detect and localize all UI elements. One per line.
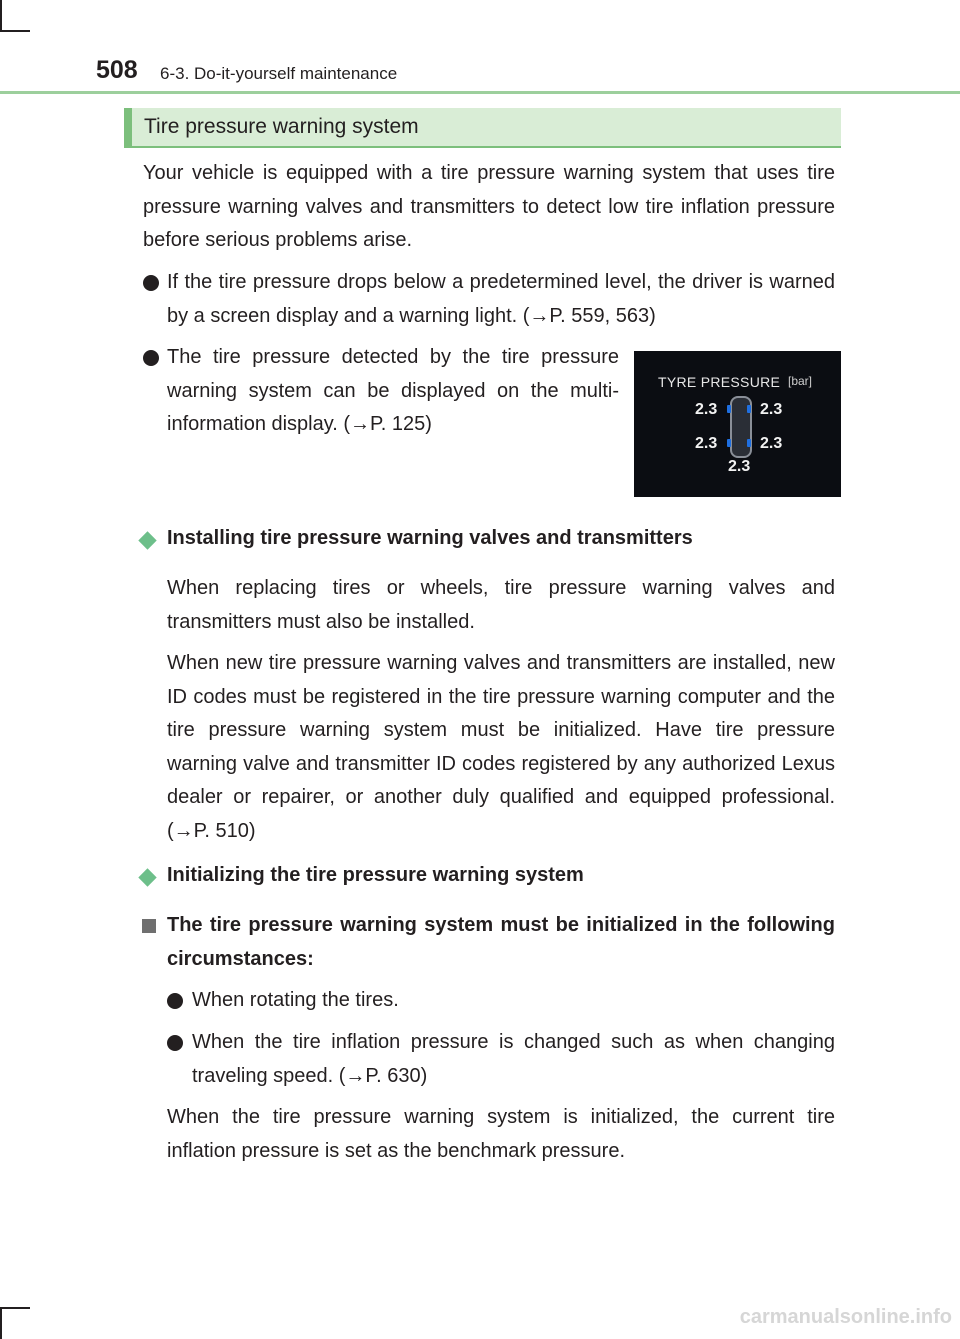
front-right-pressure: 2.3	[760, 401, 783, 418]
tire-indicator-icon	[727, 439, 731, 447]
rear-left-pressure: 2.3	[695, 435, 718, 452]
display-title: TYRE PRESSURE	[658, 374, 781, 390]
tire-pressure-display-image	[634, 351, 841, 497]
tire-indicator-icon	[747, 439, 751, 447]
initializing-subheading: The tire pressure warning system must be initialized in the following circumstances:	[167, 914, 835, 970]
circumstance-item: When the tire inflation pressure is changed such as when changing traveling speed. (→P. 630)	[192, 1031, 835, 1087]
installing-heading: Installing tire pressure warning valves and transmitters	[167, 527, 693, 549]
tire-indicator-icon	[747, 405, 751, 413]
crop-mark	[0, 0, 2, 30]
display-unit: [bar]	[788, 374, 813, 388]
bullet-item: If the tire pressure drops below a predetermined level, the driver is warned by a screen display and a warning light. (→P. 559, 563)	[167, 271, 835, 327]
bullet-item: The tire pressure detected by the tire pressure warning system can be displayed on the multi-information display. (→P. 125)	[167, 346, 619, 435]
section-heading-text: Tire pressure warning system	[144, 115, 419, 138]
diamond-icon	[138, 868, 156, 886]
initializing-heading: Initializing the tire pressure warning system	[167, 864, 584, 886]
diamond-icon	[138, 531, 156, 549]
crop-mark	[0, 1307, 2, 1339]
initializing-note: When the tire pressure warning system is initialized, the current tire inflation pressure is set as the benchmark pressure.	[167, 1106, 835, 1162]
rear-right-pressure: 2.3	[760, 435, 783, 452]
installing-paragraph-1: When replacing tires or wheels, tire pressure warning valves and transmitters must also be installed.	[167, 577, 835, 633]
tire-indicator-icon	[727, 405, 731, 413]
bullet-icon	[167, 1035, 183, 1051]
page-number: 508	[96, 56, 138, 84]
page-header	[96, 56, 956, 92]
spare-pressure: 2.3	[728, 458, 751, 475]
installing-paragraph-2: When new tire pressure warning valves and transmitters are installed, new ID codes must be registered in the tire pressure warning computer and the tire pressure warning system must be initialized. Have tire pressure warning valve and transmitter ID codes registered by any authorized Lexus dealer or repairer, or another duly qualified and equipped professional. (→P. 510)	[167, 652, 835, 842]
section-heading	[124, 108, 841, 148]
circumstance-item: When rotating the tires.	[192, 989, 399, 1011]
bullet-icon	[143, 350, 159, 366]
square-bullet-icon	[142, 919, 156, 933]
watermark: carmanualsonline.info	[739, 1306, 952, 1328]
bullet-icon	[143, 275, 159, 291]
crop-mark	[0, 1307, 30, 1309]
front-left-pressure: 2.3	[695, 401, 718, 418]
intro-paragraph: Your vehicle is equipped with a tire pressure warning system that uses tire pressure warning valves and transmitters to detect low tire inflation pressure before serious problems arise.	[143, 162, 835, 251]
bullet-icon	[167, 993, 183, 1009]
section-title: 6-3. Do-it-yourself maintenance	[160, 64, 398, 83]
header-divider	[0, 91, 960, 94]
crop-mark	[0, 30, 30, 32]
